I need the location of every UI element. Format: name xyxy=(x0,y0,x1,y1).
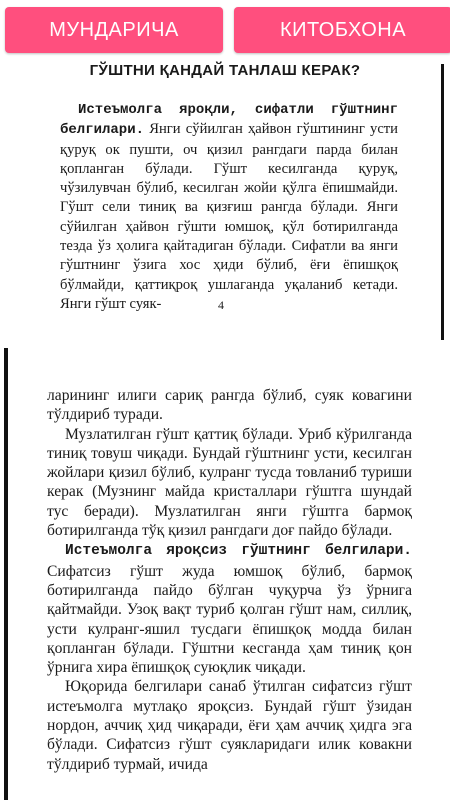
page-1-text xyxy=(60,100,398,314)
paragraph: ларининг илиги сариқ рангда бўлиб, суяк ковагини тўлдириб туради. xyxy=(47,387,412,424)
page-2-text xyxy=(47,386,412,774)
paragraph-text: Янги сўйилган ҳайвон гўштининг усти қуруқ ок пушти, оч қизил рангдаги парда билан қопланган бўлади. Гўшт кесилганда қуруқ, чўзилувчан бўлиб, кесилган жойи қўлга ёпишмайди. Гўшт сели тиниқ ва қизғиш рангда бўлади. Янги сўйилган ҳайвон гўшти юмшоқ, қўл ботирилганда тезда ўз ҳолига қайтадиган бўлади. Сифатли ва янги гўштнинг ўзига хос ҳиди бўлиб, ёғи ёпишқоқ бўлмайди, қаттиқроқ ушлаганда уқаланиб кетади. Янги гўшт суяк- xyxy=(60,121,398,312)
contents-button[interactable]: МУНДАРИЧА xyxy=(5,7,223,53)
paragraph: Юқорида белгилари санаб ўтилган сифатсиз гўшт истеъмолга мутлақо яроқсиз. Бундай гўшт ўзидан нордон, аччиқ ҳид чиқаради, ёғи ҳам аччиқ ҳидга эга бўлади. Сифатсиз гўшт суякларидаги илик ковакни тўлдириб турмай, ичида xyxy=(47,678,412,773)
page-number: 4 xyxy=(218,298,224,312)
top-bar xyxy=(0,0,450,60)
book-page-1 xyxy=(0,58,450,344)
page-edge-line xyxy=(441,64,444,340)
paragraph-heading: Истеъмолга яроқли, сифатли гўштнинг белгилари. xyxy=(60,102,398,139)
page-edge-line xyxy=(4,348,8,800)
paragraph xyxy=(47,540,412,677)
book-page-2 xyxy=(0,348,450,800)
library-button[interactable]: КИТОБХОНА xyxy=(234,7,450,53)
page-title: ГЎШТНИ ҚАНДАЙ ТАНЛАШ КЕРАК? xyxy=(89,62,361,79)
paragraph: Музлатилган гўшт қаттиқ бўлади. Уриб кўрилганда тиниқ товуш чиқади. Бундай гўштнинг усти, кесилган жойлари қизил бўлиб, кулранг тусда товланиб туриши керак (Музнинг майда кристаллари гўштга шундай тус беради). Музлатилган янги гўштга бармоқ ботирилганда тўқ қизил рангдаги доғ пайдо бўлади. xyxy=(47,425,412,540)
paragraph-text: Сифатсиз гўшт жуда юмшоқ бўлиб, бармоқ ботирилганда пайдо бўлган чуқурча ўз ўрнига қайтмайди. Узоқ вақт туриб қолган гўшт нам, силлиқ, усти кулранг-яшил тусдаги ёпишқоқ модда билан қопланган бўлади. Гўштни кесганда ҳам тиниқ қон ўрнига хира ёпишқоқ суюқлик чиқади. xyxy=(47,562,412,677)
paragraph-heading: Истеъмолга яроқсиз гўштнинг белгилари. xyxy=(65,543,412,560)
paragraph xyxy=(60,100,398,314)
